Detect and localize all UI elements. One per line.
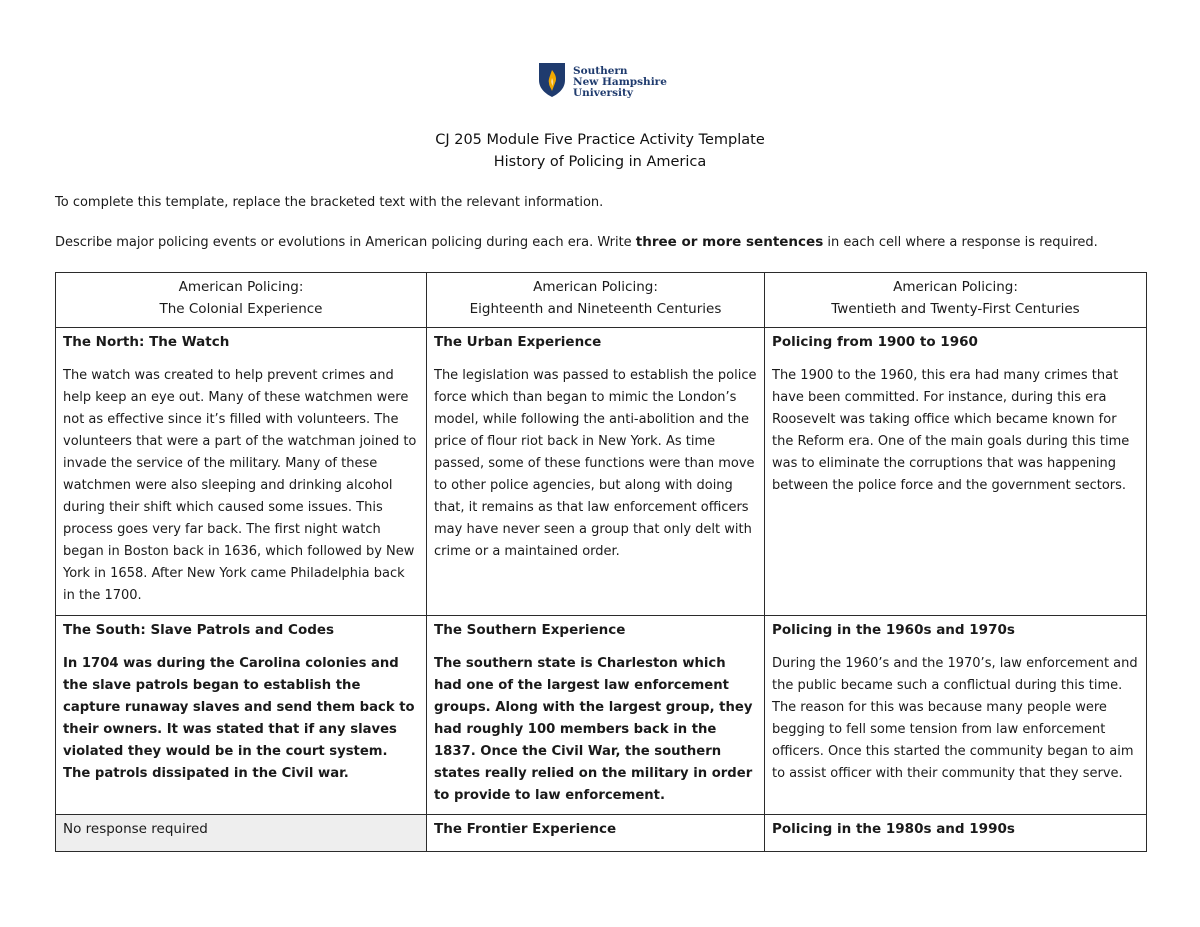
logo-line-1: Southern [573,65,628,77]
instruction-line-1: To complete this template, replace the bracketed text with the relevant information. [55,195,604,210]
cell-policing-1980s-1990s[interactable] [765,815,1147,852]
header-colonial [56,273,427,328]
document-subtitle: History of Policing in America [493,154,707,170]
header-era: Twentieth and Twenty-First Centuries [831,301,1080,317]
logo-wordmark [573,66,667,99]
cell-title: The Urban Experience [434,334,602,350]
instruction-prefix: Describe major policing events or evolutions in American policing during each era. Write [55,235,636,250]
cell-title: Policing from 1900 to 1960 [772,334,978,350]
cell-title: Policing in the 1980s and 1990s [772,821,1015,837]
cell-frontier-experience[interactable] [427,815,765,852]
university-logo [538,62,667,99]
cell-policing-1960s-1970s[interactable] [765,616,1147,815]
header-label: American Policing: [533,279,658,295]
cell-title: Policing in the 1960s and 1970s [772,622,1015,638]
header-label: American Policing: [893,279,1018,295]
cell-title: The South: Slave Patrols and Codes [63,622,335,638]
header-era: The Colonial Experience [159,301,323,317]
cell-no-response [56,815,427,852]
cell-southern-experience[interactable] [427,616,765,815]
cell-response[interactable]: The legislation was passed to establish the police force which than began to mimic the London’s model, while following the anti-abolition and the price of flour riot back in New York. As time passed, some of these functions were than move to other police agencies, but along with doing that, it remains as that law enforcement officers may have never seen a group that only delt with crime or a maintained order. [434,368,757,559]
cell-title: The Southern Experience [434,622,626,638]
table-header-row [56,273,1147,328]
header-label: American Policing: [178,279,304,295]
document-titles [0,129,1200,173]
shield-flame-icon [538,62,566,98]
document-title: CJ 205 Module Five Practice Activity Template [435,132,765,148]
cell-response[interactable]: The southern state is Charleston which had one of the largest law enforcement groups. Along with the largest group, they had roughly 100 members back in the 1837. Once the Civil War, the southern states really relied on the military in order to provide to law enforcement. [434,656,753,803]
instruction-suffix: in each cell where a response is required. [823,235,1098,250]
cell-urban-experience[interactable] [427,328,765,616]
cell-response[interactable]: During the 1960’s and the 1970’s, law enforcement and the public became such a conflictual during this time. The reason for this was because many people were begging to fell some tension from law enforcement officers. Once this started the community began to aim to assist officer with their community that they serve. [772,656,1138,781]
cell-title: No response required [63,821,208,837]
header-18th-19th [427,273,765,328]
cell-north-watch[interactable] [56,328,427,616]
instruction-line-2 [55,234,1098,250]
table-row [56,328,1147,616]
header-era: Eighteenth and Nineteenth Centuries [469,301,722,317]
cell-title: The North: The Watch [63,334,230,350]
cell-response[interactable]: The watch was created to help prevent crimes and help keep an eye out. Many of these watchmen were not as effective since it’s filled with volunteers. The volunteers that were a part of the watchman joined to invade the service of the military. Many of these watchmen were also sleeping and drinking alcohol during their shift which caused some issues. This process goes very far back. The first night watch began in Boston back in 1636, which followed by New York in 1658. After New York came Philadelphia back in the 1700. [63,368,417,603]
cell-response[interactable]: The 1900 to the 1960, this era had many crimes that have been committed. For instance, during this era Roosevelt was taking office which became known for the Reform era. One of the main goals during this time was to eliminate the corruptions that was happening between the police force and the government sectors. [772,368,1130,493]
cell-south-slave-patrols[interactable] [56,616,427,815]
cell-title: The Frontier Experience [434,821,617,837]
instruction-emphasis: three or more sentences [635,234,824,250]
logo-line-3: University [573,87,633,99]
policing-history-table [55,272,1147,852]
logo-line-2: New Hampshire [573,76,667,88]
table-row [56,616,1147,815]
header-20th-21st [765,273,1147,328]
cell-response[interactable]: In 1704 was during the Carolina colonies and the slave patrols began to establish the capture runaway slaves and send them back to their owners. It was stated that if any slaves violated they would be in the court system. The patrols dissipated in the Civil war. [63,656,415,781]
cell-policing-1900-1960[interactable] [765,328,1147,616]
table-row [56,815,1147,852]
